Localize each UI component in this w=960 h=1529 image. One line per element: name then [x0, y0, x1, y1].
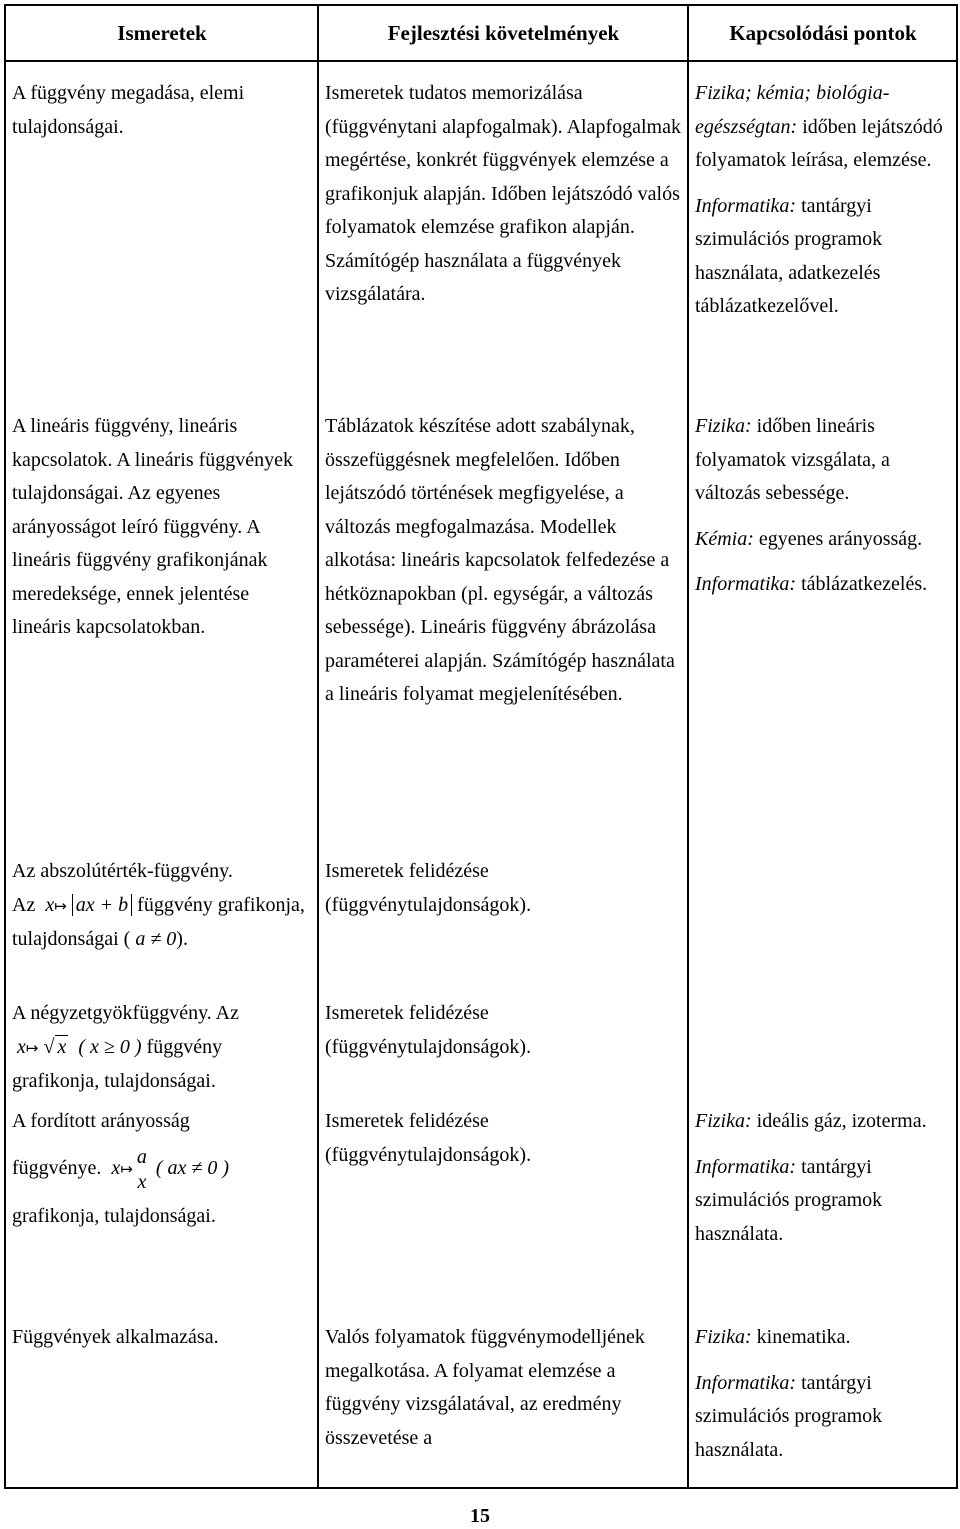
link-text: tantárgyi szimulációs programok használata. — [695, 1371, 883, 1461]
link-entry — [695, 190, 951, 324]
inverse-function-formula: x↦ a x — [106, 1145, 147, 1193]
subject-label: Informatika: — [695, 194, 797, 217]
topic-text: Függvények alkalmazása. — [12, 1326, 219, 1348]
requirements-cell — [318, 995, 688, 1103]
subject-label: Informatika: — [695, 573, 797, 595]
topic-suffix: függvény grafikonja, tulajdonságai. — [12, 1035, 223, 1092]
topic-cell — [5, 840, 318, 995]
topic-end: ). — [176, 928, 188, 950]
link-text: tantárgyi szimulációs programok használata. — [695, 1155, 883, 1245]
topic-title: A négyzetgyökfüggvény. Az — [12, 1002, 239, 1024]
links-cell — [688, 61, 957, 395]
links-cell — [688, 1103, 957, 1321]
abs-condition: a ≠ 0 — [135, 928, 177, 950]
subject-label: Fizika: — [695, 1326, 752, 1348]
link-text: időben lejátszódó folyamatok leírása, elemzése. — [695, 115, 943, 171]
link-entry — [695, 1321, 951, 1355]
sqrt-function-formula: x↦ √ x — [12, 1035, 67, 1058]
link-text: tantárgyi szimulációs programok használata, adatkezelés táblázatkezelővel. — [695, 194, 883, 317]
topic-cell — [5, 395, 318, 840]
requirements-cell — [318, 840, 688, 995]
link-text: kinematika. — [751, 1326, 851, 1348]
table-row — [5, 995, 957, 1103]
header-fejlesztesi: Fejlesztési követelmények — [318, 5, 688, 61]
subject-label: Informatika: — [695, 1155, 797, 1178]
link-text: időben lineáris folyamatok vizsgálata, a változás sebessége. — [695, 415, 890, 504]
link-text: táblázatkezelés. — [796, 573, 928, 595]
topic-formula-line — [12, 1031, 312, 1099]
page-number: 15 — [470, 1505, 490, 1527]
topic-suffix: grafikonja, tulajdonságai. — [12, 1204, 216, 1227]
link-entry — [695, 1367, 951, 1468]
table-row — [5, 1103, 957, 1321]
table-row — [5, 61, 957, 395]
requirements-text: Valós folyamatok függvénymodelljének megalkotása. A folyamat elemzése a függvény vizsgálatával, az eredmény összevetése a — [325, 1326, 645, 1449]
requirements-text: Ismeretek tudatos memorizálása (függvénytani alapfogalmak). Alapfogalmak megértése, konkrét függvények elemzése a grafikonjuk alapján. Időben lejátszódó valós folyamatok elemzése grafikon alapján. Számítógép használata a függvények vizsgálatára. — [325, 82, 681, 305]
requirements-text: Ismeretek felidézése (függvénytulajdonságok). — [325, 1110, 532, 1166]
topic-title: Az abszolútérték-függvény. — [12, 860, 233, 882]
link-entry — [695, 1105, 951, 1139]
table-row — [5, 840, 957, 995]
links-cell — [688, 840, 957, 995]
table-row — [5, 395, 957, 840]
link-entry — [695, 568, 951, 602]
requirements-text: Ismeretek felidézése (függvénytulajdonságok). — [325, 860, 532, 916]
subject-label: Fizika; kémia; biológia-egészségtan: — [695, 82, 890, 138]
curriculum-table — [4, 4, 958, 1489]
requirements-text: Ismeretek felidézése (függvénytulajdonságok). — [325, 1002, 532, 1058]
link-entry — [695, 523, 951, 557]
subject-label: Kémia: — [695, 527, 754, 550]
topic-cell — [5, 1103, 318, 1321]
header-ismeretek: Ismeretek — [5, 5, 318, 61]
requirements-text: Táblázatok készítése adott szabálynak, összefüggésnek megfelelően. Időben lejátszódó történések megfigyelése, a változás megfogalmazása. Modellek alkotása: lineáris kapcsolatok felfedezése a hétköznapokban (pl. egységár, a változás sebessége). Lineáris függvény ábrázolása paraméterei alapján. Számítógép használata a lineáris folyamat megjelenítésében. — [325, 415, 675, 705]
topic-title: A fordított arányosság — [12, 1110, 190, 1132]
inverse-condition: ( ax ≠ 0 ) — [155, 1156, 230, 1179]
link-text: egyenes arányosság. — [753, 527, 923, 550]
topic-cell — [5, 995, 318, 1103]
topic-formula-line — [12, 1145, 312, 1194]
topic-suffix: függvény grafikonja, tulajdonságai ( — [12, 893, 305, 950]
topic-prefix: Az — [12, 893, 36, 916]
link-entry — [695, 77, 951, 178]
links-cell — [688, 1321, 957, 1488]
requirements-cell — [318, 61, 688, 395]
topic-text: A lineáris függvény, lineáris kapcsolatok. A lineáris függvények tulajdonságai. Az egyenes arányosságot leíró függvény. A lineáris függvény grafikonjának meredeksége, ennek jelentése lineáris kapcsolatokban. — [12, 415, 294, 638]
topic-text: A függvény megadása, elemi tulajdonságai. — [12, 82, 245, 138]
topic-prefix: függvénye. — [12, 1156, 102, 1179]
header-kapcsolodasi: Kapcsolódási pontok — [688, 5, 957, 61]
link-text: ideális gáz, izoterma. — [751, 1110, 927, 1132]
sqrt-condition: ( x ≥ 0 ) — [78, 1035, 142, 1058]
links-cell — [688, 995, 957, 1103]
requirements-cell — [318, 395, 688, 840]
topic-formula-line — [12, 889, 312, 957]
links-cell — [688, 395, 957, 840]
requirements-cell — [318, 1103, 688, 1321]
table-header-row — [5, 5, 957, 61]
topic-cell — [5, 61, 318, 395]
subject-label: Fizika: — [695, 1110, 752, 1132]
table-row — [5, 1321, 957, 1488]
subject-label: Fizika: — [695, 415, 752, 437]
link-entry — [695, 1151, 951, 1252]
link-entry — [695, 410, 951, 511]
abs-function-formula: x↦ ax + b — [40, 894, 132, 916]
topic-cell — [5, 1321, 318, 1488]
subject-label: Informatika: — [695, 1371, 797, 1394]
requirements-cell — [318, 1321, 688, 1488]
